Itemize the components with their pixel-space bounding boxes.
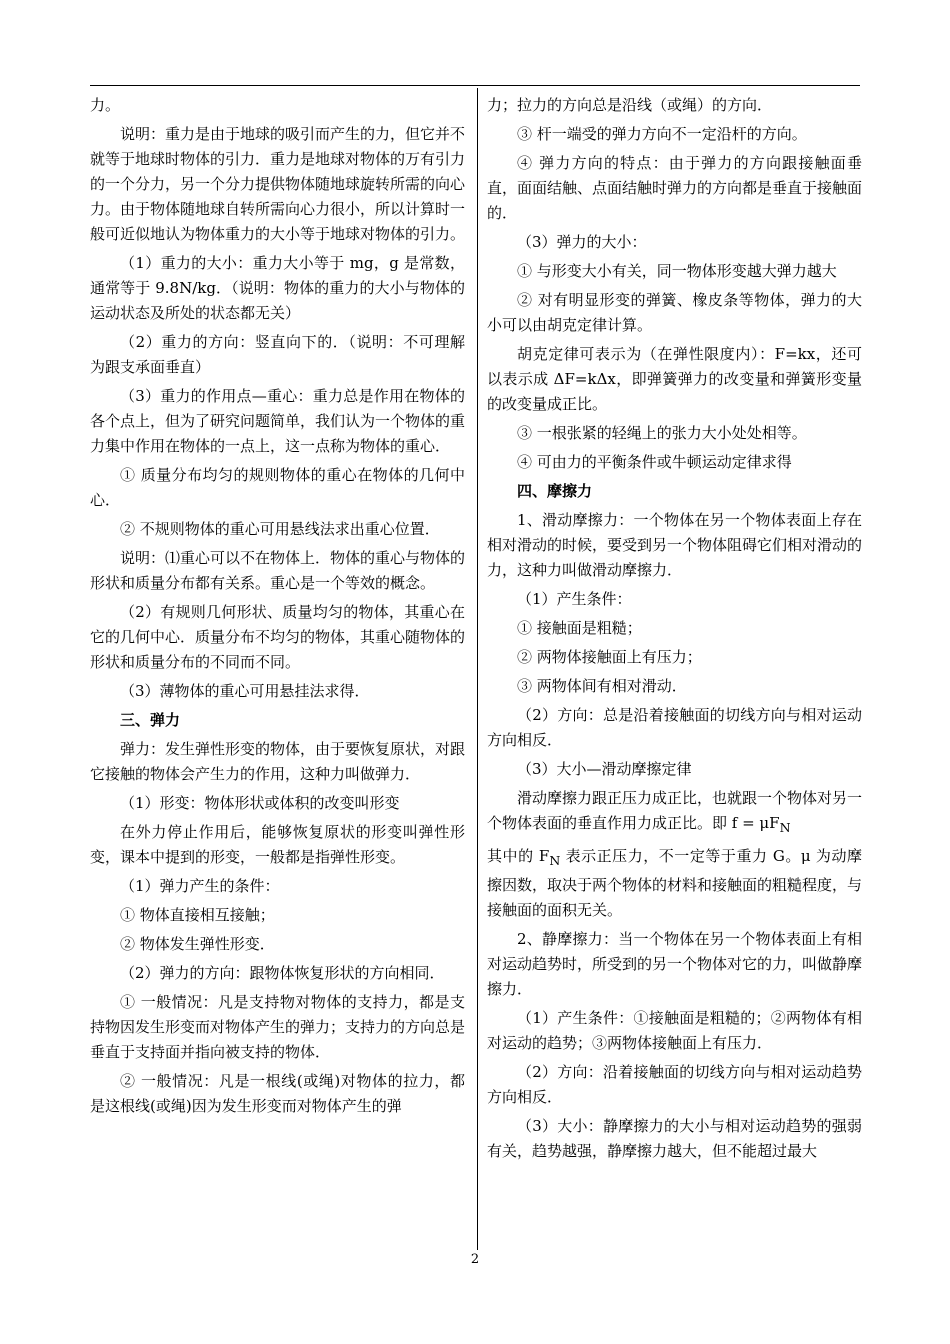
paragraph: ② 不规则物体的重心可用悬线法求出重心位置． <box>120 520 440 538</box>
paragraph: ① 质量分布均匀的规则物体的重心在物体的几何中心． <box>90 466 465 509</box>
paragraph: ④ 弹力方向的特点：由于弹力的方向跟接触面垂直，面面结触、点面结触时弹力的方向都是垂直于接触面的． <box>487 154 863 222</box>
paragraph: （1）弹力产生的条件： <box>120 877 280 895</box>
header-rule <box>90 85 860 86</box>
paragraph: ① 物体直接相互接触； <box>120 906 275 924</box>
paragraph: ① 与形变大小有关，同一物体形变越大弹力越大 <box>517 262 837 280</box>
section-heading: 四、摩擦力 <box>517 482 593 500</box>
paragraph: 说明：⑴重心可以不在物体上．物体的重心与物体的形状和质量分布都有关系。重心是一个等效的概念。 <box>90 549 466 592</box>
paragraph: ② 物体发生弹性形变． <box>120 935 275 953</box>
paragraph: （1）重力的大小：重力大小等于 mg，g 是常数，通常等于 9.8N/kg．（说明：物体的重力的大小与物体的运动状态及所处的状态都无关） <box>90 254 465 322</box>
paragraph: （1）产生条件： <box>517 590 632 608</box>
paragraph: （3）弹力的大小： <box>517 233 647 251</box>
paragraph: （2）弹力的方向：跟物体恢复形状的方向相同． <box>120 964 445 982</box>
paragraph: 说明：重力是由于地球的吸引而产生的力，但它并不就等于地球时物体的引力．重力是地球对物体的万有引力的一个分力，另一个分力提供物体随地球旋转所需的向心力。由于物体随地球自转所需向心力很小，所以计算时一般可近似地认为物体重力的大小等于地球对物体的引力。 <box>90 125 466 243</box>
paragraph: 胡克定律可表示为（在弹性限度内）：F=kx，还可以表示成 ΔF=kΔx，即弹簧弹力的改变量和弹簧形变量的改变量成正比。 <box>487 345 862 413</box>
paragraph: 2、静摩擦力：当一个物体在另一个物体表面上有相对运动趋势时，所受到的另一个物体对它的力，叫做静摩擦力． <box>487 930 863 998</box>
paragraph: 1、滑动摩擦力：一个物体在另一个物体表面上存在相对滑动的时候，要受到另一个物体阻碍它们相对滑动的力，这种力叫做滑动摩擦力． <box>487 511 863 579</box>
paragraph: 力。 <box>90 96 121 114</box>
paragraph: （1）形变：物体形状或体积的改变叫形变 <box>120 794 400 812</box>
paragraph: （2）重力的方向：竖直向下的．（说明：不可理解为跟支承面垂直） <box>90 333 465 376</box>
paragraph: 弹力：发生弹性形变的物体，由于要恢复原状，对跟它接触的物体会产生力的作用，这种力叫做弹力． <box>90 740 466 783</box>
paragraph: ③ 一根张紧的轻绳上的张力大小处处相等。 <box>517 424 807 442</box>
paragraph: （2）方向：沿着接触面的切线方向与相对运动趋势方向相反． <box>487 1063 862 1106</box>
paragraph: ④ 可由力的平衡条件或牛顿运动定律求得 <box>517 453 792 471</box>
section-heading: 三、弹力 <box>120 711 181 729</box>
paragraph: 力；拉力的方向总是沿线（或绳）的方向． <box>487 96 773 114</box>
paragraph: ③ 两物体间有相对滑动． <box>517 677 687 695</box>
left-column <box>90 93 465 1123</box>
column-divider <box>477 88 478 1250</box>
paragraph: （2）方向：总是沿着接触面的切线方向与相对运动方向相反． <box>487 706 862 749</box>
paragraph: 滑动摩擦力跟正压力成正比，也就跟一个物体对另一个物体表面的垂直作用力成正比。即 $f = \mu F_N$ <box>487 789 863 835</box>
paragraph: ② 一般情况：凡是一根线(或绳)对物体的拉力，都是这根线(或绳)因为发生形变而对物体产生的弹 <box>90 1072 465 1115</box>
paragraph: （3）大小：静摩擦力的大小与相对运动趋势的强弱有关，趋势越强，静摩擦力越大，但不能超过最大 <box>487 1117 862 1160</box>
paragraph: （2）有规则几何形状、质量均匀的物体，其重心在它的几何中心．质量分布不均匀的物体，其重心随物体的形状和质量分布的不同而不同。 <box>90 603 466 671</box>
paragraph: ③ 杆一端受的弹力方向不一定沿杆的方向。 <box>517 125 807 143</box>
paragraph: （3）重力的作用点—重心：重力总是作用在物体的各个点上，但为了研究问题简单，我们认为一个物体的重力集中作用在物体的一点上，这一点称为物体的重心． <box>90 387 466 455</box>
paragraph: ① 接触面是粗糙； <box>517 619 642 637</box>
page-number: 2 <box>470 1252 480 1267</box>
right-column <box>487 93 862 1168</box>
paragraph: ② 两物体接触面上有压力； <box>517 648 702 666</box>
paragraph: 其中的 $F_N$ 表示正压力，不一定等于重力 G。μ 为动摩擦因数，取决于两个物体的材料和接触面的粗糙程度，与接触面的面积无关。 <box>487 847 863 919</box>
paragraph: 在外力停止作用后，能够恢复原状的形变叫弹性形变，课本中提到的形变，一般都是指弹性形变。 <box>90 823 465 866</box>
paragraph: （3）薄物体的重心可用悬挂法求得． <box>120 682 370 700</box>
paragraph: （3）大小—滑动摩擦定律 <box>517 760 692 778</box>
paragraph: （1）产生条件：①接触面是粗糙的；②两物体有相对运动的趋势；③两物体接触面上有压力． <box>487 1009 862 1052</box>
paragraph: ① 一般情况：凡是支持物对物体的支持力，都是支持物因发生形变而对物体产生的弹力；支持力的方向总是垂直于支持面并指向被支持的物体． <box>90 993 466 1061</box>
paragraph: ② 对有明显形变的弹簧、橡皮条等物体，弹力的大小可以由胡克定律计算。 <box>487 291 862 334</box>
